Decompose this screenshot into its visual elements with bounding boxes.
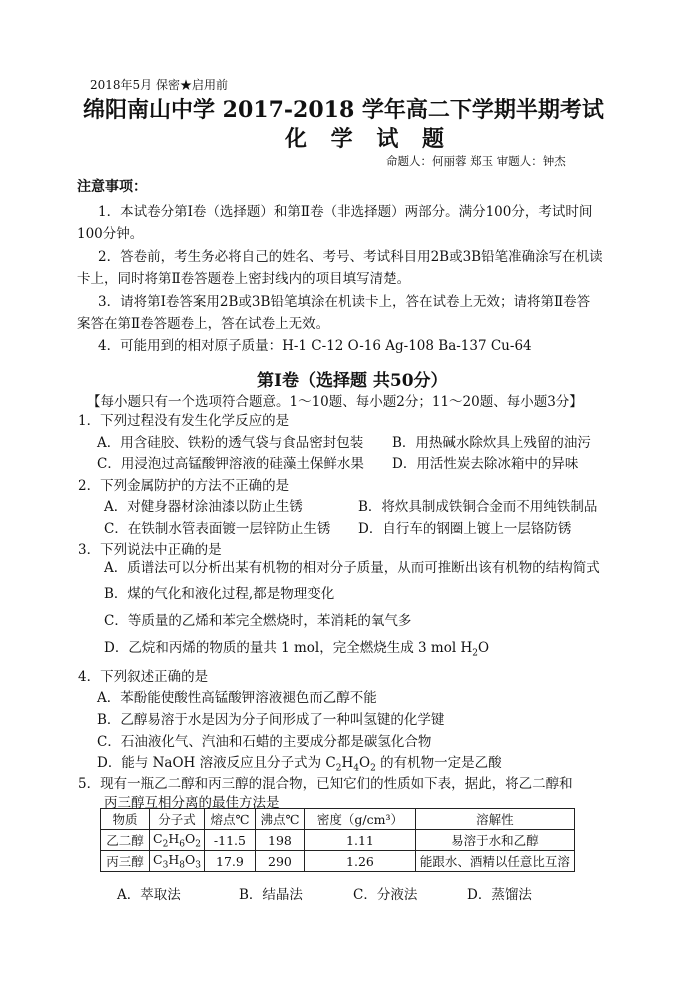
question-2-option-c: C．在铁制水管表面镀一层锌防止生锈 bbox=[104, 521, 331, 537]
note-1-line-1: 1．本试卷分第Ⅰ卷（选择题）和第Ⅱ卷（非选择题）两部分。满分100分，考试时间 bbox=[98, 204, 593, 220]
question-1-option-c: C．用浸泡过高锰酸钾溶液的硅藻土保鲜水果 bbox=[97, 456, 364, 472]
question-5-option-c: C．分液法 bbox=[353, 887, 418, 903]
table-cell-formula: $C_2H_6O_2$ bbox=[150, 830, 205, 851]
note-2-line-2: 卡上，同时将第Ⅱ卷答题卷上密封线内的项目填写清楚。 bbox=[77, 271, 411, 287]
note-3-line-2: 案答在第Ⅱ卷答题卷上，答在试卷上无效。 bbox=[77, 316, 330, 332]
question-3-option-a: A．质谱法可以分析出某有机物的相对分子质量，从而可推断出该有机物的结构简式 bbox=[104, 560, 600, 576]
question-1-option-b: B．用热碱水除炊具上残留的油污 bbox=[392, 435, 591, 451]
note-4: 4．可能用到的相对原子质量：H-1 C-12 O-16 Ag-108 Ba-137 Cu-64 bbox=[98, 338, 532, 354]
question-5-option-b: B．结晶法 bbox=[239, 887, 303, 903]
table-cell-solubility: 易溶于水和乙醇 bbox=[415, 830, 574, 851]
note-1-line-2: 100分钟。 bbox=[77, 226, 144, 242]
question-2-stem: 2．下列金属防护的方法不正确的是 bbox=[78, 478, 290, 494]
question-4-option-d: D．能与 NaOH 溶液反应且分子式为 $C_2H_4O_2$ 的有机物一定是乙酸 bbox=[97, 755, 502, 774]
table-cell-melting-point: 17.9 bbox=[204, 851, 255, 872]
question-4-stem: 4．下列叙述正确的是 bbox=[78, 669, 209, 685]
question-5-stem-line-2: 丙三醇互相分离的最佳方法是 bbox=[104, 795, 280, 811]
question-1-stem: 1．下列过程没有发生化学反应的是 bbox=[78, 413, 290, 429]
question-5-option-a: A．萃取法 bbox=[117, 887, 181, 903]
question-4-option-c: C．石油液化气、汽油和石蜡的主要成分都是碳氢化合物 bbox=[97, 734, 432, 750]
table-header-row bbox=[101, 809, 575, 830]
section-1-instructions: 【每小题只有一个选项符合题意。1～10题、每小题2分；11～20题、每小题3分】 bbox=[87, 394, 583, 410]
section-1-title: 第Ⅰ卷（选择题 共50分） bbox=[257, 371, 448, 391]
table-cell-boiling-point: 198 bbox=[255, 830, 304, 851]
table-header-cell: 沸点℃ bbox=[255, 809, 304, 830]
question-5-stem-line-1: 5．现有一瓶乙二醇和丙三醇的混合物，已知它们的性质如下表，据此，将乙二醇和 bbox=[78, 776, 573, 792]
question-1-option-d: D．用活性炭去除冰箱中的异味 bbox=[392, 456, 579, 472]
question-2-option-a: A．对健身器材涂油漆以防止生锈 bbox=[104, 499, 303, 515]
table-cell-solubility: 能跟水、酒精以任意比互溶 bbox=[415, 851, 574, 872]
table-cell-density: 1.26 bbox=[304, 851, 415, 872]
table-cell-melting-point: -11.5 bbox=[204, 830, 255, 851]
table-header-cell: 密度（g/cm³） bbox=[304, 809, 415, 830]
exam-authors: 命题人：何丽蓉 郑玉 审题人：钟杰 bbox=[386, 154, 566, 168]
table-header-cell: 熔点℃ bbox=[204, 809, 255, 830]
question-3-option-c: C．等质量的乙烯和苯完全燃烧时，苯消耗的氧气多 bbox=[104, 613, 412, 629]
question-5-option-d: D．蒸馏法 bbox=[467, 887, 532, 903]
exam-title: 绵阳南山中学 2017-2018 学年高二下学期半期考试 bbox=[83, 97, 604, 123]
table-row bbox=[101, 830, 575, 851]
question-2-option-d: D．自行车的钢圈上镀上一层铬防锈 bbox=[358, 521, 572, 537]
properties-table bbox=[100, 808, 575, 872]
exam-date-secret: 2018年5月 保密★启用前 bbox=[90, 78, 228, 92]
question-4-option-a: A．苯酚能使酸性高锰酸钾溶液褪色而乙醇不能 bbox=[97, 690, 377, 706]
table-cell-density: 1.11 bbox=[304, 830, 415, 851]
question-2-option-b: B．将炊具制成铁铜合金而不用纯铁制品 bbox=[358, 499, 598, 515]
table-row bbox=[101, 851, 575, 872]
table-header-cell: 物质 bbox=[101, 809, 150, 830]
question-3-stem: 3．下列说法中正确的是 bbox=[78, 542, 222, 558]
question-1-option-a: A．用含硅胶、铁粉的透气袋与食品密封包装 bbox=[97, 435, 364, 451]
table-header-cell: 分子式 bbox=[150, 809, 205, 830]
notes-heading: 注意事项： bbox=[77, 179, 147, 195]
exam-subject-title: 化 学 试 题 bbox=[285, 126, 452, 152]
note-3-line-1: 3．请将第Ⅰ卷答案用2B或3B铅笔填涂在机读卡上，答在试卷上无效；请将第Ⅱ卷答 bbox=[98, 294, 591, 310]
table-header-cell: 溶解性 bbox=[415, 809, 574, 830]
table-cell-name: 丙三醇 bbox=[101, 851, 150, 872]
table-cell-name: 乙二醇 bbox=[101, 830, 150, 851]
table-cell-formula: $C_3H_8O_3$ bbox=[150, 851, 205, 872]
note-2-line-1: 2．答卷前，考生务必将自己的姓名、考号、考试科目用2B或3B铅笔准确涂写在机读 bbox=[98, 249, 603, 265]
question-3-option-d: D．乙烷和丙烯的物质的量共 1 mol，完全燃烧生成 3 mol $H_2O$ bbox=[104, 640, 490, 659]
question-4-option-b: B．乙醇易溶于水是因为分子间形成了一种叫氢键的化学键 bbox=[97, 712, 445, 728]
table-cell-boiling-point: 290 bbox=[255, 851, 304, 872]
question-3-option-b: B．煤的气化和液化过程,都是物理变化 bbox=[104, 586, 335, 602]
